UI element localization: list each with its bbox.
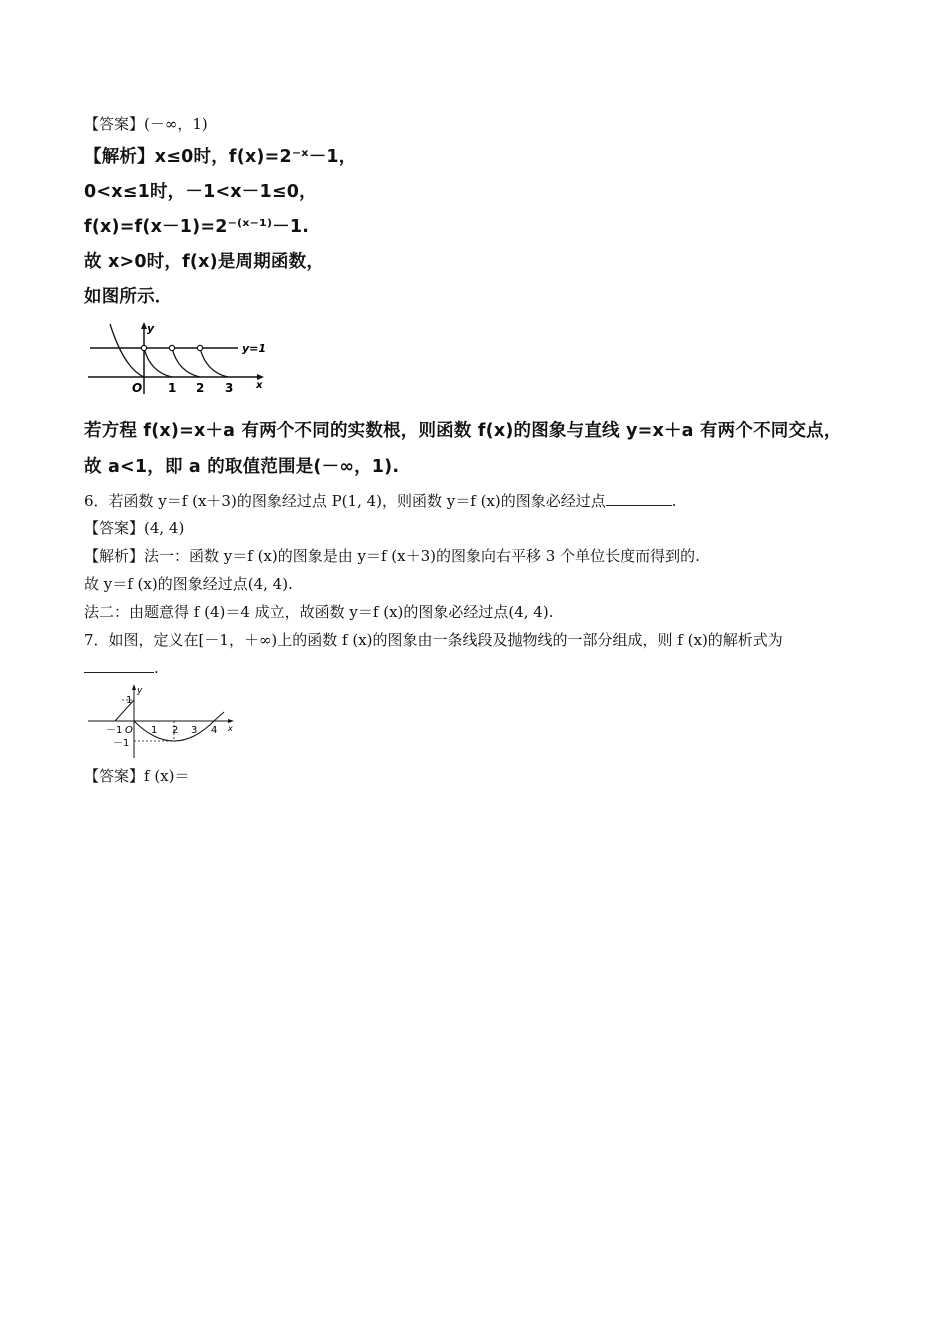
periodic-function-figure [88,320,278,398]
fig1-y-label: y [147,322,155,335]
q7-question-end: . [154,659,159,677]
q7-answer: 【答案】f (x)＝ [84,767,190,785]
analysis-line-1: 【解析】x≤0时，f(x)=2⁻ˣ－1， [84,147,357,167]
curve-piece-1 [144,348,172,377]
analysis-line-3: f(x)=f(x－1)=2⁻⁽ˣ⁻¹⁾－1. [84,217,310,237]
q6-question [84,491,677,511]
curve-piece-2 [172,348,200,377]
fig2-tick-y-top: 1 [126,695,133,706]
open-point-1 [141,345,146,350]
fig1-tick-3: 3 [225,381,234,395]
fig2-origin-label: O [125,725,133,736]
q6-analysis-2: 故 y＝f (x)的图象经过点(4, 4). [84,575,293,593]
q6-answer-blank [606,491,672,506]
q6-question-end: . [671,492,677,510]
fig1-origin-label: O [132,381,143,395]
fig1-x-label: x [256,380,263,391]
y-axis-arrow [132,684,136,690]
x-axis-arrow [228,719,234,723]
conclusion-line-2: 故 a<1，即 a 的取值范围是(－∞，1). [84,457,400,477]
fig1-line-label: y=1 [242,342,267,355]
fig2-tick-neg: －1 [106,725,123,736]
analysis-line-4: 故 x>0时，f(x)是周期函数， [84,252,325,272]
fig1-tick-1: 1 [168,381,177,395]
analysis-line-2: 0<x≤1时，－1<x－1≤0， [84,182,317,202]
q6-analysis-3: 法二：由题意得 f (4)＝4 成立，故函数 y＝f (x)的图象必经过点(4, 4). [84,603,554,621]
fig2-tick-1: 1 [151,725,158,736]
fig1-tick-2: 2 [196,381,205,395]
open-point-2 [169,345,174,350]
open-point-3 [197,345,202,350]
fig2-tick-y-bottom: －1 [113,738,130,749]
q7-answer-blank [84,658,154,673]
curve-left-branch [110,324,144,377]
fig2-tick-2: 2 [172,725,179,736]
fig2-x-label: x [228,724,233,733]
conclusion-line-1: 若方程 f(x)=x＋a 有两个不同的实数根，则函数 f(x)的图象与直线 y=x＋a 有两个不同交点， [84,421,842,441]
q6-answer: 【答案】(4, 4) [84,519,185,537]
q7-question: 7．如图，定义在[－1，＋∞)上的函数 f (x)的图象由一条线段及抛物线的一部分组成，则 f (x)的解析式为 [84,631,783,649]
q6-analysis-1: 【解析】法一：函数 y＝f (x)的图象是由 y＝f (x＋3)的图象向右平移 3 个单位长度而得到的. [84,547,700,565]
analysis-line-5: 如图所示． [84,287,173,307]
fig2-y-label: y [137,686,143,696]
fig2-tick-4: 4 [211,725,218,736]
segment-parabola-figure [88,682,238,762]
q6-question-text: 6．若函数 y＝f (x＋3)的图象经过点 P(1, 4)，则函数 y＝f (x)的图象必经过点 [84,492,606,510]
answer-line-1: 【答案】(－∞，1) [84,115,208,133]
fig2-tick-3: 3 [191,725,198,736]
q7-question-blank-line [84,658,159,678]
curve-piece-3 [200,348,228,377]
